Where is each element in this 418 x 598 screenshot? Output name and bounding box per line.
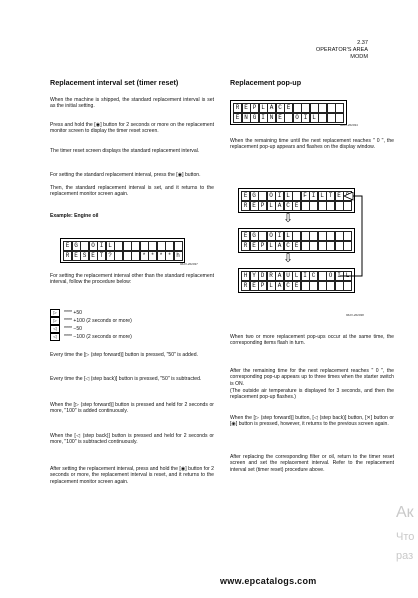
lcd-cell: I — [275, 191, 284, 201]
lcd-cell: L — [267, 201, 276, 211]
lcd-cell: C — [284, 241, 293, 251]
down-arrow-icon: ⇩ — [283, 211, 294, 225]
lcd-cell: A — [275, 201, 284, 211]
lcd-cell: C — [309, 271, 318, 281]
left-heading: Replacement interval set (timer reset) — [50, 78, 179, 87]
left-para-8: Every time the [◁ (step back)] button is pressed, "50" is subtracted. — [50, 376, 202, 382]
lcd-cell: L — [106, 241, 115, 251]
loop-line — [340, 196, 362, 276]
lcd-cell: L — [292, 271, 301, 281]
lcd-cell: P — [258, 281, 267, 291]
lcd-row-2 — [233, 113, 344, 123]
lcd-cell: E — [276, 113, 285, 123]
lcd-cell: E — [292, 241, 301, 251]
lcd-cell: L — [310, 113, 319, 123]
key-text: **** +50 — [64, 310, 82, 316]
lcd-row-1 — [63, 241, 182, 251]
key-text: **** +100 (2 seconds or more) — [64, 318, 132, 324]
lcd-cell — [174, 241, 183, 251]
lcd-cell: ? — [106, 251, 115, 261]
lcd-cell: U — [284, 271, 293, 281]
lcd-cell: A — [275, 281, 284, 291]
lcd-cell: H — [241, 271, 250, 281]
lcd-cell: E — [241, 231, 250, 241]
lcd-cell: h — [174, 251, 183, 261]
lcd-cell: P — [258, 241, 267, 251]
left-para-3: The timer reset screen displays the standard replacement interval. — [50, 148, 200, 154]
lcd-cell: T — [97, 251, 106, 261]
lcd-cell — [335, 103, 344, 113]
lcd-cell: L — [284, 231, 293, 241]
lcd-cell: O — [326, 271, 335, 281]
lcd-row-1 — [241, 231, 352, 241]
figure-caption: 962V-262037 — [180, 262, 198, 266]
lcd-cell: E — [250, 241, 259, 251]
lcd-cell: G — [250, 231, 259, 241]
watermark-line-1: Ак — [396, 504, 414, 521]
lcd-cell: I — [309, 191, 318, 201]
lcd-cell: N — [242, 113, 251, 123]
lcd-cell: P — [258, 201, 267, 211]
timer-reset-lcd — [60, 238, 185, 263]
lcd-cell: E — [241, 191, 250, 201]
step-forward-icon: ▷ — [50, 317, 60, 325]
lcd-cell: * — [148, 251, 157, 261]
lcd-cell: R — [233, 103, 242, 113]
lcd-cell: O — [293, 113, 302, 123]
lcd-cell: C — [276, 103, 285, 113]
lcd-cell: I — [335, 271, 344, 281]
lcd-cell: E — [89, 251, 98, 261]
step-back-icon: ◁ — [50, 325, 60, 333]
lcd-cell: I — [301, 271, 310, 281]
lcd-cell: L — [259, 103, 268, 113]
lcd-cell: A — [275, 241, 284, 251]
key-text: **** −100 (2 seconds or more) — [64, 334, 132, 340]
lcd-cell: A — [267, 103, 276, 113]
lcd-cell: E — [335, 191, 344, 201]
left-arrow-icon — [344, 192, 353, 200]
lcd-cell: E — [292, 201, 301, 211]
lcd-cell: C — [284, 281, 293, 291]
lcd-cell: E — [233, 113, 242, 123]
lcd-cell: L — [284, 191, 293, 201]
lcd-cell: N — [267, 113, 276, 123]
page-number: 2.37 — [357, 40, 368, 46]
lcd-cell: O — [267, 191, 276, 201]
lcd-cell: I — [301, 113, 310, 123]
loop-back-arrow — [340, 192, 370, 288]
lcd-cell: I — [275, 231, 284, 241]
lcd-cell: T — [326, 191, 335, 201]
figure-caption: 962V-262038 — [346, 313, 364, 317]
right-heading: Replacement pop-up — [230, 78, 302, 87]
lcd-cell: E — [292, 281, 301, 291]
lcd-cell: E — [72, 251, 81, 261]
key-step-back-50 — [50, 325, 82, 333]
key-step-back-100 — [50, 333, 132, 341]
lcd-cell: Y — [250, 271, 259, 281]
step-back-icon: ◁ — [50, 333, 60, 341]
lcd-cell: G — [250, 113, 259, 123]
step-forward-icon: ▷ — [50, 309, 60, 317]
sequence-lcd-2 — [238, 228, 355, 253]
lcd-cell: O — [267, 231, 276, 241]
lcd-cell: I — [97, 241, 106, 251]
page-header — [316, 40, 368, 61]
left-para-10: When the [◁ (step back)] button is pressed and held for 2 seconds or more, "100" is subtracted continuously. — [50, 433, 214, 446]
key-text: **** −50 — [64, 326, 82, 332]
sequence-lcd-1 — [238, 188, 355, 213]
lcd-cell: L — [267, 241, 276, 251]
lcd-cell: E — [250, 281, 259, 291]
left-para-11: After setting the replacement interval, press and hold the [◉] button for 2 seconds or more, the replacement interval is reset, and it returns to the replacement monitor screen again. — [50, 466, 214, 485]
lcd-cell: E — [284, 103, 293, 113]
popup-lcd — [230, 100, 347, 125]
lcd-cell: E — [250, 201, 259, 211]
lcd-cell: O — [89, 241, 98, 251]
down-arrow-icon: ⇩ — [283, 251, 294, 265]
lcd-cell: P — [250, 103, 259, 113]
lcd-cell: G — [72, 241, 81, 251]
lcd-cell: A — [275, 271, 284, 281]
lcd-cell: L — [343, 271, 352, 281]
lcd-row-2 — [63, 251, 182, 261]
right-para-3: After the remaining time for the next replacement reaches " 0 ", the corresponding pop-up appears up to three times when the starter switch is ON. — [230, 368, 394, 387]
lcd-cell: D — [258, 271, 267, 281]
right-para-1: When the remaining time until the next replacement reaches " 0 ", the replacement pop-up appears and flashes on the display window. — [230, 138, 394, 151]
lcd-row-2 — [241, 201, 352, 211]
lcd-cell: R — [241, 201, 250, 211]
watermark-line-2: Что — [396, 531, 415, 543]
example-label: Example: Engine oil — [50, 213, 99, 219]
left-para-6: For setting the replacement interval other than the standard replacement interval, follow the procedure below: — [50, 273, 214, 286]
lcd-cell: R — [241, 281, 250, 291]
lcd-cell: R — [63, 251, 72, 261]
right-para-4: (The outside air temperature is displayed for 3 seconds, and then the replacement pop-up flashes.) — [230, 388, 394, 401]
lcd-cell: * — [140, 251, 149, 261]
left-para-2: Press and hold the [◉] button for 2 seconds or more on the replacement monitor screen to display the timer reset screen. — [50, 122, 214, 135]
right-para-6: After replacing the corresponding filter or oil, return to the timer reset screen and set the replacement interval. Refer to the replacement interval set (timer reset) procedure above. — [230, 454, 394, 473]
lcd-cell: L — [267, 281, 276, 291]
watermark-line-3: раз — [396, 550, 414, 562]
website-footer[interactable]: www.epcatalogs.com — [220, 576, 317, 586]
lcd-cell: G — [250, 191, 259, 201]
left-para-4: For setting the standard replacement interval, press the [◉] button. — [50, 172, 201, 178]
lcd-cell: S — [80, 251, 89, 261]
lcd-cell — [335, 113, 344, 123]
model-name: MODM — [350, 54, 368, 60]
figure-caption: 962V-262034 — [340, 123, 358, 127]
left-para-1: When the machine is shipped, the standard replacement interval is set as the initial setting. — [50, 97, 214, 110]
sequence-lcd-3 — [238, 268, 355, 293]
lcd-row-1 — [241, 191, 352, 201]
lcd-cell: E — [63, 241, 72, 251]
left-para-5: Then, the standard replacement interval is set, and it returns to the replacement monitor screen again. — [50, 185, 214, 198]
lcd-row-2 — [241, 281, 352, 291]
right-para-2: When two or more replacement pop-ups occur at the same time, the corresponding items flash in turn. — [230, 334, 394, 347]
lcd-row-1 — [241, 271, 352, 281]
key-step-forward-50 — [50, 309, 82, 317]
section-title: OPERATOR'S AREA — [315, 47, 368, 53]
lcd-cell: I — [259, 113, 268, 123]
lcd-cell: R — [241, 241, 250, 251]
lcd-cell: * — [157, 251, 166, 261]
lcd-cell: R — [267, 271, 276, 281]
lcd-cell: E — [242, 103, 251, 113]
lcd-cell: C — [284, 201, 293, 211]
lcd-cell: L — [318, 191, 327, 201]
key-step-forward-100 — [50, 317, 132, 325]
right-para-5: When the [▷ (step forward)] button, [◁ (step back)] button, [✕] button or [◉] button is pressed, however, it returns to the previous screen again. — [230, 415, 394, 428]
lcd-row-2 — [241, 241, 352, 251]
lcd-row-1 — [233, 103, 344, 113]
lcd-cell: * — [165, 251, 174, 261]
left-para-7: Every time the [▷ (step forward)] button is pressed, "50" is added. — [50, 352, 198, 358]
left-para-9: When the [▷ (step forward)] button is pressed and held for 2 seconds or more, "100" is added continuously. — [50, 402, 214, 415]
lcd-cell: F — [301, 191, 310, 201]
